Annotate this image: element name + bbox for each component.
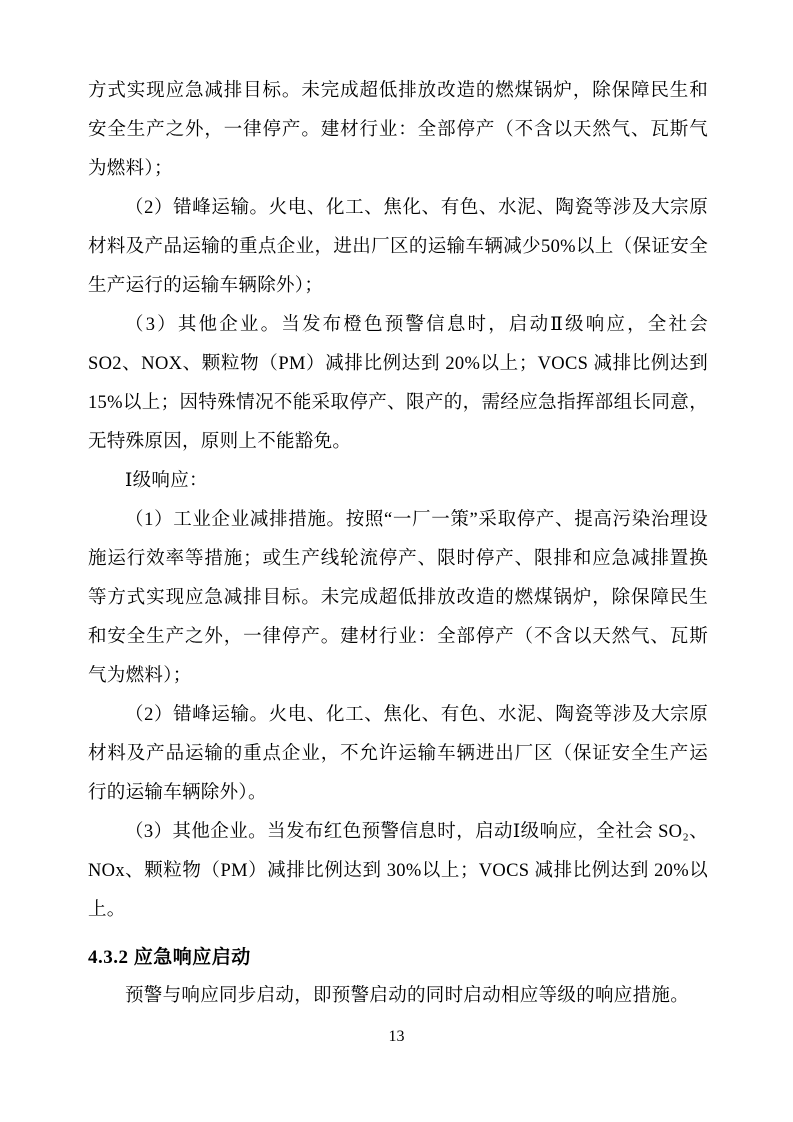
paragraph: （2）错峰运输。火电、化工、焦化、有色、水泥、陶瓷等涉及大宗原材料及产品运输的重点企业，进出厂区的运输车辆减少50%以上（保证安全生产运行的运输车辆除外）；	[88, 198, 708, 296]
page-number: 13	[388, 1028, 405, 1045]
paragraph: （3）其他企业。当发布橙色预警信息时，启动Ⅱ级响应，全社会 SO2、NOX、颗粒物（PM）减排比例达到 20%以上；VOCS 减排比例达到 15%以上；因特殊情况不能采取停产、限产的，需经应急指挥部组长同意，无特殊原因，原则上不能豁免。	[88, 315, 708, 452]
paragraph: （2）错峰运输。火电、化工、焦化、有色、水泥、陶瓷等涉及大宗原材料及产品运输的重点企业，不允许运输车辆进出厂区（保证安全生产运行的运输车辆除外）。	[88, 705, 708, 803]
paragraph: Ⅰ级响应：	[125, 471, 208, 491]
paragraph: （3）其他企业。当发布红色预警信息时，启动Ⅰ级响应，全社会 SO₂、NOx、颗粒物（PM）减排比例达到 30%以上；VOCS 减排比例达到 20%以上。	[88, 822, 708, 920]
paragraph: 预警与响应同步启动，即预警启动的同时启动相应等级的响应措施。	[125, 986, 690, 1006]
paragraph: 方式实现应急减排目标。未完成超低排放改造的燃煤锅炉，除保障民生和安全生产之外，一律停产。建材行业：全部停产（不含以天然气、瓦斯气为燃料）；	[88, 81, 708, 179]
page-body	[88, 72, 708, 1016]
section-heading: 4.3.2 应急响应启动	[88, 947, 251, 968]
paragraph: （1）工业企业减排措施。按照“一厂一策”采取停产、提高污染治理设施运行效率等措施；或生产线轮流停产、限时停产、限排和应急减排置换等方式实现应急减排目标。未完成超低排放改造的燃煤锅炉，除保障民生和安全生产之外，一律停产。建材行业：全部停产（不含以天然气、瓦斯气为燃料）；	[88, 510, 708, 686]
